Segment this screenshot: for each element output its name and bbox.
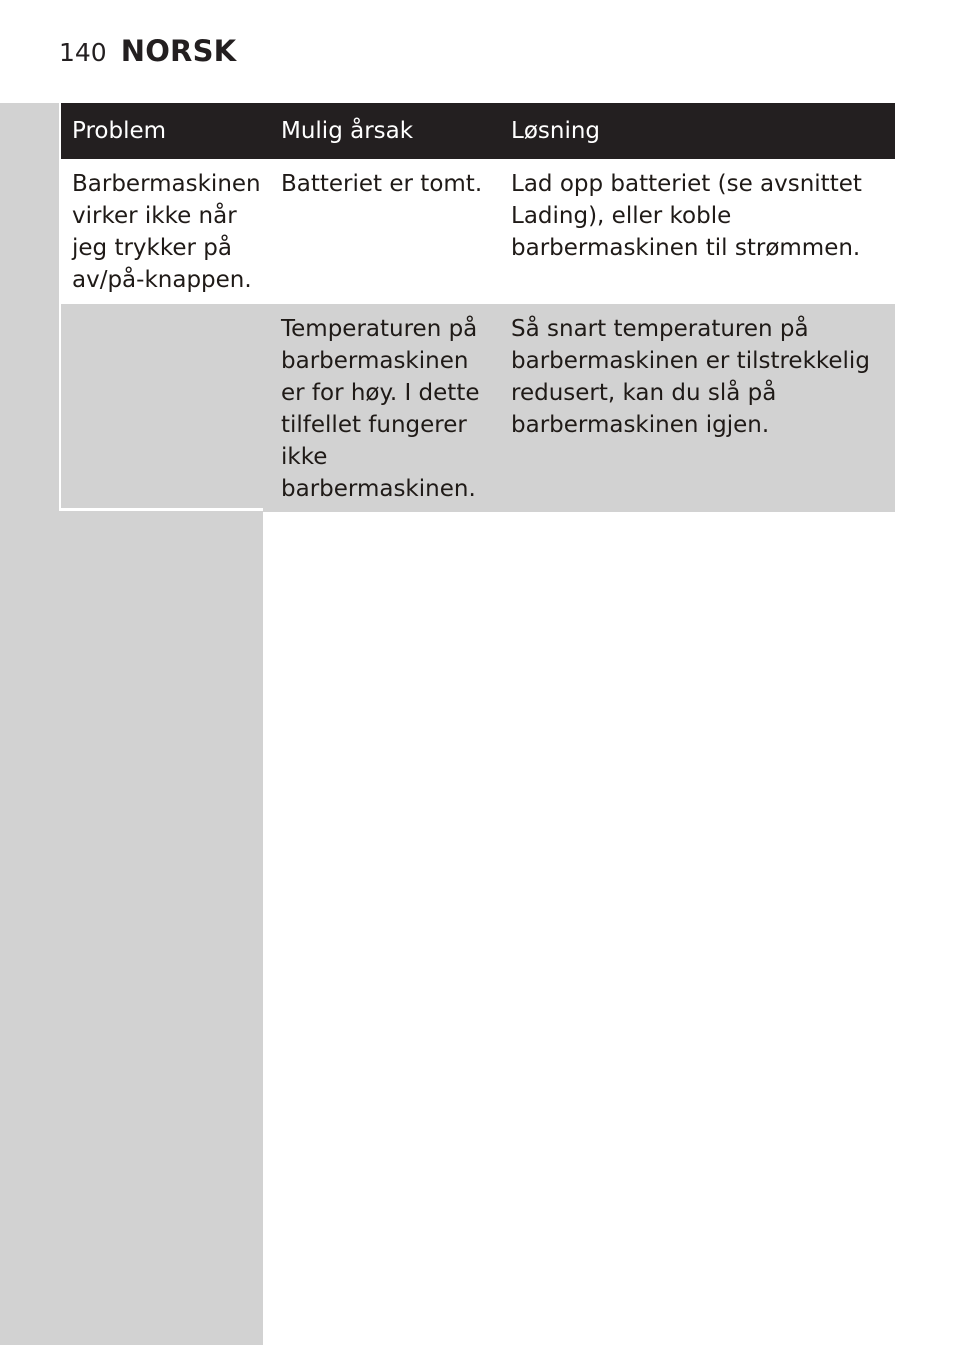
column-header-solution: Løsning [499,103,895,159]
troubleshooting-table [60,103,895,512]
column-header-cause: Mulig årsak [269,103,499,159]
solution-cell: Lad opp batteriet (se avsnittet Lading), eller koble barbermaskinen til strømmen. [499,159,895,304]
solution-cell: Så snart temperaturen på barbermaskinen er tilstrekkelig redusert, kan du slå på barbermaskinen igjen. [499,304,895,512]
page-number: 140 [59,38,107,67]
problem-cell [60,304,269,512]
page-header [59,34,236,74]
cause-cell: Temperaturen på barbermaskinen er for høy. I dette tilfellet fungerer ikke barbermaskinen. [269,304,499,512]
table-header-row [60,103,895,159]
table-row [60,159,895,304]
cause-cell: Batteriet er tomt. [269,159,499,304]
column-header-problem: Problem [60,103,269,159]
section-title: NORSK [120,34,237,68]
problem-cell: Barbermaskinen virker ikke når jeg trykker på av/på-knappen. [60,159,269,304]
table-row [60,304,895,512]
